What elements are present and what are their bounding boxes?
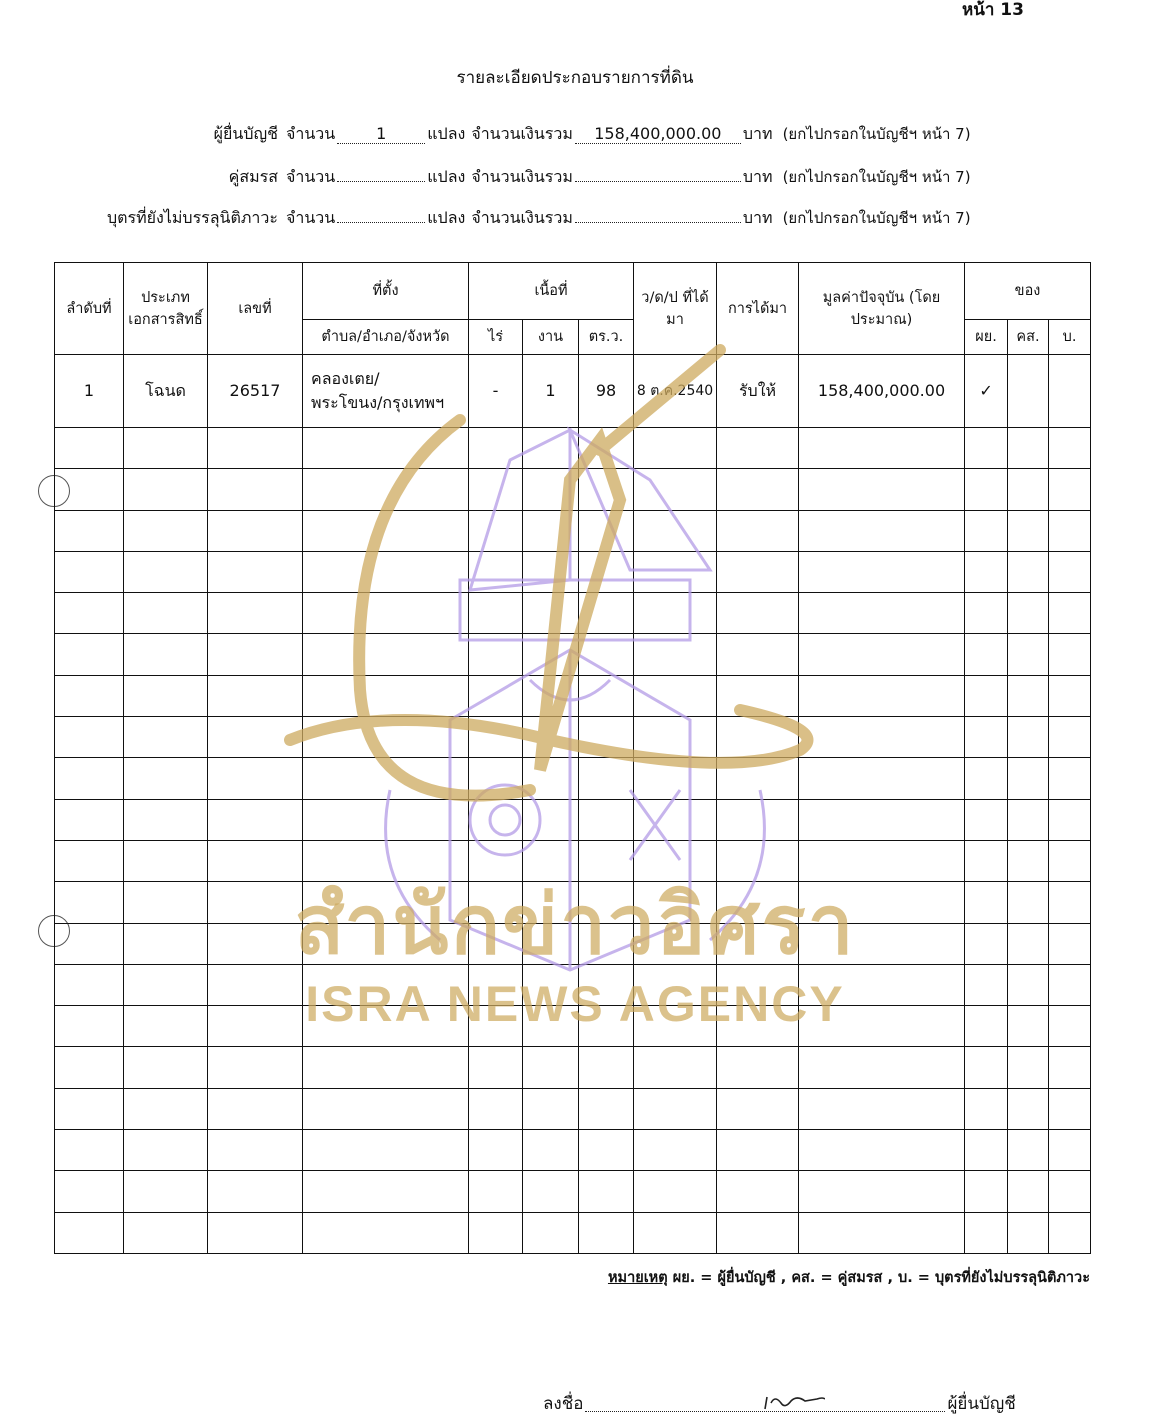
empty-cell: [965, 799, 1008, 840]
empty-cell: [208, 469, 303, 510]
empty-cell: [469, 428, 523, 469]
header-date: ว/ด/ป ที่ได้มา: [634, 263, 717, 355]
empty-cell: [1049, 634, 1091, 675]
empty-cell: [303, 634, 469, 675]
empty-cell: [1049, 1130, 1091, 1171]
signature-field: [585, 1391, 945, 1412]
cell-doc-type: โฉนด: [124, 355, 208, 428]
summary-total: [575, 163, 741, 182]
empty-cell: [717, 510, 799, 551]
empty-cell: [799, 593, 965, 634]
empty-cell: [55, 799, 124, 840]
empty-cell: [469, 799, 523, 840]
empty-cell: [55, 675, 124, 716]
empty-cell: [469, 1130, 523, 1171]
empty-cell: [55, 1171, 124, 1212]
summary-currency: บาท: [742, 124, 773, 143]
empty-cell: [1008, 758, 1049, 799]
empty-cell: [965, 1088, 1008, 1129]
empty-cell: [208, 1088, 303, 1129]
summary-count-label: จำนวน: [286, 124, 336, 143]
signature-label: ลงชื่อ: [543, 1394, 584, 1414]
cell-date: 8 ต.ค.2540: [634, 355, 717, 428]
summary-who: บุตรที่ยังไม่บรรลุนิติภาวะ: [106, 208, 278, 227]
empty-cell: [55, 510, 124, 551]
empty-cell: [717, 717, 799, 758]
header-location: ที่ตั้ง: [303, 263, 469, 320]
table-row-empty: [55, 1047, 1091, 1088]
header-value: มูลค่าปัจจุบัน (โดยประมาณ): [799, 263, 965, 355]
empty-cell: [523, 634, 579, 675]
empty-cell: [208, 1047, 303, 1088]
signature-scribble: [705, 1391, 825, 1413]
empty-cell: [124, 799, 208, 840]
empty-cell: [208, 1212, 303, 1253]
empty-cell: [469, 1047, 523, 1088]
empty-cell: [55, 551, 124, 592]
header-area: เนื้อที่: [469, 263, 634, 320]
empty-cell: [1049, 1212, 1091, 1253]
empty-cell: [579, 551, 634, 592]
empty-cell: [124, 551, 208, 592]
empty-cell: [55, 1130, 124, 1171]
empty-cell: [1008, 551, 1049, 592]
empty-cell: [469, 717, 523, 758]
summary-note: (ยกไปกรอกในบัญชีฯ หน้า 7): [782, 125, 971, 143]
cell-ngan: 1: [523, 355, 579, 428]
empty-cell: [634, 428, 717, 469]
empty-cell: [1008, 717, 1049, 758]
empty-cell: [55, 634, 124, 675]
empty-cell: [717, 469, 799, 510]
summary-unit: แปลง: [427, 124, 466, 143]
land-table: [54, 262, 1091, 1254]
summary-unit: แปลง: [427, 167, 466, 186]
empty-cell: [799, 428, 965, 469]
empty-cell: [1008, 799, 1049, 840]
empty-cell: [523, 717, 579, 758]
empty-cell: [965, 428, 1008, 469]
empty-cell: [634, 1171, 717, 1212]
empty-cell: [1049, 799, 1091, 840]
empty-cell: [634, 469, 717, 510]
empty-cell: [1049, 675, 1091, 716]
empty-cell: [965, 1130, 1008, 1171]
table-row: [55, 355, 1091, 428]
empty-cell: [303, 469, 469, 510]
empty-cell: [124, 1047, 208, 1088]
empty-cell: [717, 675, 799, 716]
summary-total-label: จำนวนเงินรวม: [471, 124, 573, 143]
summary-row-child: [60, 204, 971, 231]
summary-note: (ยกไปกรอกในบัญชีฯ หน้า 7): [782, 209, 971, 227]
empty-cell: [717, 551, 799, 592]
empty-cell: [303, 510, 469, 551]
empty-cell: [1049, 1047, 1091, 1088]
empty-cell: [634, 675, 717, 716]
empty-cell: [469, 634, 523, 675]
table-row-empty: [55, 593, 1091, 634]
empty-cell: [469, 551, 523, 592]
empty-cell: [55, 593, 124, 634]
page-number: หน้า 13: [962, 0, 1024, 20]
empty-cell: [1049, 1171, 1091, 1212]
header-owner-spouse: คส.: [1008, 320, 1049, 355]
empty-cell: [717, 428, 799, 469]
summary-count: [337, 204, 425, 223]
empty-cell: [208, 510, 303, 551]
cell-location: [303, 355, 469, 428]
cell-location-line2: พระโขนง/กรุงเทพฯ: [311, 393, 445, 412]
empty-cell: [469, 1171, 523, 1212]
empty-cell: [208, 675, 303, 716]
empty-cell: [634, 1212, 717, 1253]
table-row-empty: [55, 551, 1091, 592]
empty-cell: [208, 551, 303, 592]
empty-cell: [579, 1212, 634, 1253]
empty-cell: [579, 510, 634, 551]
empty-cell: [579, 1088, 634, 1129]
empty-cell: [579, 1047, 634, 1088]
empty-cell: [208, 593, 303, 634]
empty-cell: [303, 1088, 469, 1129]
empty-cell: [717, 799, 799, 840]
signature-line: [543, 1390, 1016, 1417]
empty-cell: [799, 1047, 965, 1088]
summary-currency: บาท: [742, 208, 773, 227]
table-row-empty: [55, 1130, 1091, 1171]
table-row-empty: [55, 758, 1091, 799]
cell-owner-declarant: ✓: [965, 355, 1008, 428]
summary-currency: บาท: [742, 167, 773, 186]
empty-cell: [1049, 551, 1091, 592]
summary-row-spouse: [60, 163, 971, 190]
empty-cell: [303, 593, 469, 634]
empty-cell: [1008, 1130, 1049, 1171]
summary-total-label: จำนวนเงินรวม: [471, 208, 573, 227]
empty-cell: [303, 551, 469, 592]
empty-cell: [717, 1047, 799, 1088]
empty-cell: [303, 758, 469, 799]
footnote-label: หมายเหตุ: [607, 1270, 668, 1286]
empty-cell: [717, 593, 799, 634]
table-row-empty: [55, 1171, 1091, 1212]
empty-cell: [579, 1171, 634, 1212]
empty-cell: [55, 1047, 124, 1088]
cell-owner-child: [1049, 355, 1091, 428]
watermark-english: ISRA NEWS AGENCY: [305, 976, 845, 1032]
summary-count-label: จำนวน: [286, 208, 336, 227]
empty-cell: [124, 1171, 208, 1212]
empty-cell: [717, 1171, 799, 1212]
header-owner: ของ: [965, 263, 1091, 320]
empty-cell: [965, 1212, 1008, 1253]
empty-cell: [124, 1088, 208, 1129]
empty-cell: [124, 1212, 208, 1253]
table-row-empty: [55, 675, 1091, 716]
footnote-text: ผย. = ผู้ยื่นบัญชี , คส. = คู่สมรส , บ. = บุตรที่ยังไม่บรรลุนิติภาวะ: [672, 1270, 1090, 1286]
empty-cell: [523, 1047, 579, 1088]
empty-cell: [523, 428, 579, 469]
empty-cell: [469, 1212, 523, 1253]
empty-cell: [208, 634, 303, 675]
empty-cell: [1049, 1088, 1091, 1129]
empty-cell: [799, 634, 965, 675]
empty-cell: [634, 1088, 717, 1129]
empty-cell: [965, 758, 1008, 799]
empty-cell: [208, 1171, 303, 1212]
empty-cell: [469, 1088, 523, 1129]
empty-cell: [634, 717, 717, 758]
empty-cell: [799, 1130, 965, 1171]
empty-cell: [208, 428, 303, 469]
table-row-empty: [55, 428, 1091, 469]
empty-cell: [1008, 428, 1049, 469]
header-ngan: งาน: [523, 320, 579, 355]
empty-cell: [965, 634, 1008, 675]
empty-cell: [579, 593, 634, 634]
table-row-empty: [55, 1212, 1091, 1253]
cell-no: 1: [55, 355, 124, 428]
empty-cell: [469, 675, 523, 716]
summary-count-label: จำนวน: [286, 167, 336, 186]
cell-location-line1: คลองเตย/: [311, 369, 380, 388]
empty-cell: [523, 1171, 579, 1212]
empty-cell: [799, 1171, 965, 1212]
empty-cell: [124, 717, 208, 758]
empty-cell: [965, 1047, 1008, 1088]
empty-cell: [1049, 428, 1091, 469]
table-row-empty: [55, 634, 1091, 675]
empty-cell: [1008, 510, 1049, 551]
empty-cell: [208, 717, 303, 758]
empty-cell: [799, 717, 965, 758]
empty-cell: [634, 758, 717, 799]
empty-cell: [1008, 675, 1049, 716]
empty-cell: [469, 758, 523, 799]
empty-cell: [208, 758, 303, 799]
empty-cell: [303, 1130, 469, 1171]
empty-cell: [717, 1088, 799, 1129]
empty-cell: [523, 758, 579, 799]
empty-cell: [717, 1212, 799, 1253]
empty-cell: [523, 1212, 579, 1253]
empty-cell: [1008, 1212, 1049, 1253]
empty-cell: [1049, 717, 1091, 758]
empty-cell: [579, 758, 634, 799]
empty-cell: [303, 717, 469, 758]
header-location-sub: ตำบล/อำเภอ/จังหวัด: [303, 320, 469, 355]
summary-total-label: จำนวนเงินรวม: [471, 167, 573, 186]
empty-cell: [1049, 469, 1091, 510]
header-rai: ไร่: [469, 320, 523, 355]
empty-cell: [469, 469, 523, 510]
empty-cell: [523, 1088, 579, 1129]
header-owner-child: บ.: [1049, 320, 1091, 355]
table-row-empty: [55, 717, 1091, 758]
empty-cell: [579, 717, 634, 758]
summary-who: ผู้ยื่นบัญชี: [213, 124, 278, 143]
empty-cell: [55, 469, 124, 510]
header-number: เลขที่: [208, 263, 303, 355]
footnote: [608, 1266, 1090, 1289]
empty-cell: [634, 634, 717, 675]
summary-total: [575, 204, 741, 223]
empty-cell: [523, 1130, 579, 1171]
empty-cell: [1008, 1171, 1049, 1212]
empty-cell: [717, 634, 799, 675]
empty-cell: [1008, 469, 1049, 510]
cell-number: 26517: [208, 355, 303, 428]
cell-value: 158,400,000.00: [799, 355, 965, 428]
empty-cell: [579, 469, 634, 510]
empty-cell: [124, 469, 208, 510]
empty-cell: [55, 758, 124, 799]
empty-cell: [579, 634, 634, 675]
summary-count: [337, 163, 425, 182]
empty-cell: [634, 799, 717, 840]
empty-cell: [1049, 593, 1091, 634]
empty-cell: [634, 593, 717, 634]
empty-cell: [799, 799, 965, 840]
empty-cell: [208, 1130, 303, 1171]
empty-cell: [469, 510, 523, 551]
empty-cell: [1049, 758, 1091, 799]
empty-cell: [55, 1088, 124, 1129]
empty-cell: [523, 510, 579, 551]
cell-sqwa: 98: [579, 355, 634, 428]
empty-cell: [303, 675, 469, 716]
empty-cell: [799, 1088, 965, 1129]
empty-cell: [579, 675, 634, 716]
empty-cell: [1008, 593, 1049, 634]
empty-cell: [124, 675, 208, 716]
empty-cell: [1008, 634, 1049, 675]
summary-unit: แปลง: [427, 208, 466, 227]
table-row-empty: [55, 799, 1091, 840]
empty-cell: [799, 758, 965, 799]
table-row-empty: [55, 510, 1091, 551]
empty-cell: [965, 717, 1008, 758]
summary-who: คู่สมรส: [228, 167, 278, 186]
table-row-empty: [55, 469, 1091, 510]
empty-cell: [303, 1047, 469, 1088]
empty-cell: [634, 1047, 717, 1088]
header-owner-declarant: ผย.: [965, 320, 1008, 355]
empty-cell: [799, 551, 965, 592]
empty-cell: [55, 1212, 124, 1253]
page-title: รายละเอียดประกอบรายการที่ดิน: [456, 68, 694, 88]
empty-cell: [1049, 510, 1091, 551]
empty-cell: [523, 799, 579, 840]
header-no: ลำดับที่: [55, 263, 124, 355]
empty-cell: [124, 510, 208, 551]
summary-total: 158,400,000.00: [575, 125, 741, 144]
empty-cell: [579, 1130, 634, 1171]
watermark-thai: สำนักข่าวอิศรา: [294, 878, 856, 973]
empty-cell: [799, 469, 965, 510]
summary-count: 1: [337, 125, 425, 144]
empty-cell: [799, 510, 965, 551]
empty-cell: [799, 675, 965, 716]
empty-cell: [523, 551, 579, 592]
empty-cell: [579, 428, 634, 469]
empty-cell: [55, 717, 124, 758]
empty-cell: [965, 469, 1008, 510]
empty-cell: [965, 675, 1008, 716]
empty-cell: [1008, 1047, 1049, 1088]
table-row-empty: [55, 1088, 1091, 1129]
summary-row-declarant: [60, 122, 971, 147]
empty-cell: [124, 1130, 208, 1171]
empty-cell: [965, 510, 1008, 551]
signature-role: ผู้ยื่นบัญชี: [947, 1394, 1016, 1414]
header-doc-type: ประเภทเอกสารสิทธิ์: [124, 263, 208, 355]
empty-cell: [303, 1212, 469, 1253]
empty-cell: [124, 428, 208, 469]
empty-cell: [965, 551, 1008, 592]
header-sqwa: ตร.ว.: [579, 320, 634, 355]
empty-cell: [523, 469, 579, 510]
empty-cell: [208, 799, 303, 840]
empty-cell: [717, 1130, 799, 1171]
empty-cell: [634, 510, 717, 551]
empty-cell: [965, 1171, 1008, 1212]
empty-cell: [634, 551, 717, 592]
empty-cell: [303, 428, 469, 469]
empty-cell: [124, 634, 208, 675]
empty-cell: [303, 799, 469, 840]
cell-rai: -: [469, 355, 523, 428]
header-acquisition: การได้มา: [717, 263, 799, 355]
empty-cell: [124, 593, 208, 634]
empty-cell: [634, 1130, 717, 1171]
empty-cell: [523, 593, 579, 634]
empty-cell: [469, 593, 523, 634]
empty-cell: [1008, 1088, 1049, 1129]
summary-note: (ยกไปกรอกในบัญชีฯ หน้า 7): [782, 168, 971, 186]
empty-cell: [965, 593, 1008, 634]
empty-cell: [523, 675, 579, 716]
empty-cell: [579, 799, 634, 840]
empty-cell: [799, 1212, 965, 1253]
cell-owner-spouse: [1008, 355, 1049, 428]
empty-cell: [717, 758, 799, 799]
cell-acquisition: รับให้: [717, 355, 799, 428]
empty-cell: [303, 1171, 469, 1212]
empty-cell: [55, 428, 124, 469]
empty-cell: [124, 758, 208, 799]
